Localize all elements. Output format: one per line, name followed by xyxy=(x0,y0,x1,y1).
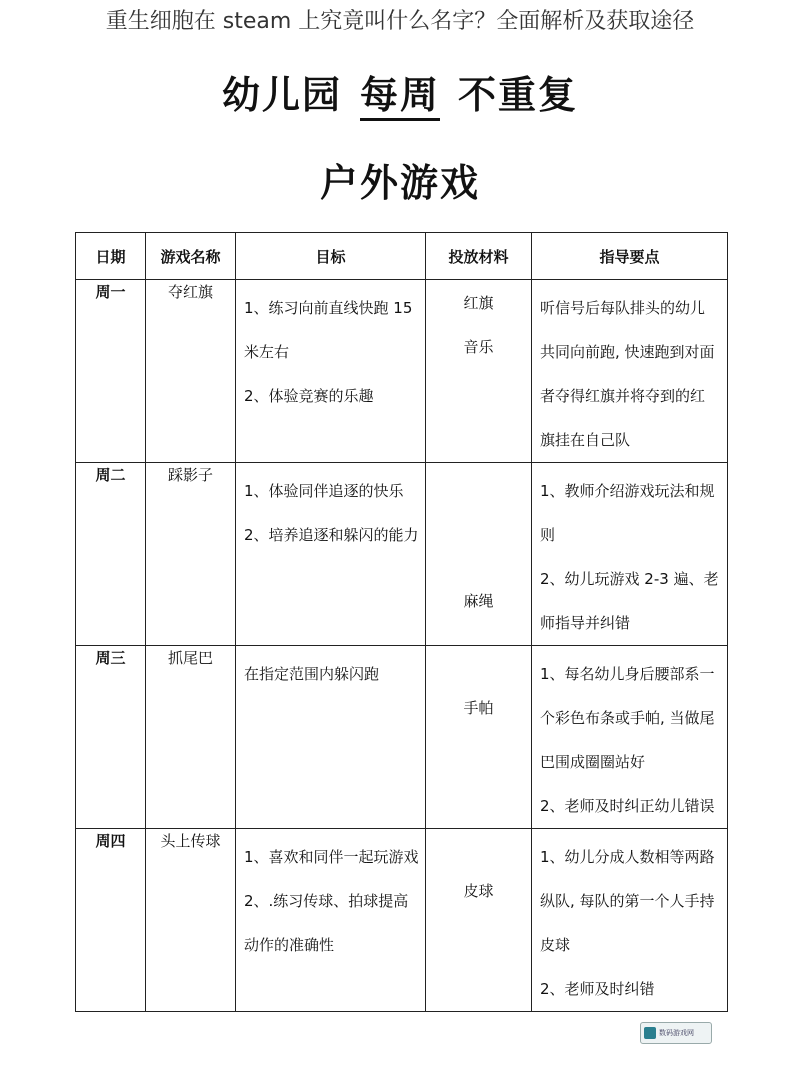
goal-cell xyxy=(236,463,426,646)
guidance-line: 共同向前跑, 快速跑到对面 xyxy=(540,343,715,361)
logo-icon xyxy=(644,1027,656,1039)
header-date: 日期 xyxy=(76,233,146,280)
goal-line: 动作的准确性 xyxy=(244,936,335,954)
goal-line: 在指定范围内躲闪跑 xyxy=(244,665,380,683)
material-line: 红旗 xyxy=(463,294,494,312)
material-line: 音乐 xyxy=(463,338,494,356)
table-row xyxy=(76,280,728,463)
goal-line: 1、体验同伴追逐的快乐 xyxy=(244,482,404,500)
goal-line: 2、培养追逐和躲闪的能力 xyxy=(244,526,419,544)
goal-cell xyxy=(236,829,426,1012)
header-goal: 目标 xyxy=(236,233,426,280)
table-row xyxy=(76,646,728,829)
site-watermark xyxy=(640,1022,712,1044)
goal-line: 2、.练习传球、拍球提高 xyxy=(244,892,409,910)
guidance-line: 2、老师及时纠正幼儿错误 xyxy=(540,797,715,815)
day-cell: 周三 xyxy=(76,646,146,829)
day-cell: 周四 xyxy=(76,829,146,1012)
goal-line: 1、喜欢和同伴一起玩游戏 xyxy=(244,848,419,866)
material-cell xyxy=(426,829,532,1012)
guidance-line: 皮球 xyxy=(540,936,571,954)
header-guidance: 指导要点 xyxy=(532,233,728,280)
page-caption: 重生细胞在 steam 上究竟叫什么名字？全面解析及获取途径 xyxy=(105,9,695,34)
activity-table xyxy=(75,232,728,1012)
guidance-line: 2、幼儿玩游戏 2-3 遍、老 xyxy=(540,570,719,588)
watermark-text: 数码游戏网 xyxy=(659,1029,694,1037)
table-header-row xyxy=(76,233,728,280)
guidance-line: 1、教师介绍游戏玩法和规 xyxy=(540,482,715,500)
guidance-line: 者夺得红旗并将夺到的红 xyxy=(540,387,706,405)
day-cell: 周二 xyxy=(76,463,146,646)
game-cell: 头上传球 xyxy=(146,829,236,1012)
page-subtitle: 户外游戏 xyxy=(319,161,480,205)
material-line: 皮球 xyxy=(463,882,494,900)
day-cell: 周一 xyxy=(76,280,146,463)
guidance-line: 1、每名幼儿身后腰部系一 xyxy=(540,665,715,683)
guidance-line: 纵队, 每队的第一个人手持 xyxy=(540,892,715,910)
goal-line: 2、体验竞赛的乐趣 xyxy=(244,387,374,405)
guidance-line: 听信号后每队排头的幼儿 xyxy=(540,299,706,317)
material-cell xyxy=(426,463,532,646)
material-cell xyxy=(426,280,532,463)
page-title xyxy=(0,64,800,121)
game-cell: 夺红旗 xyxy=(146,280,236,463)
table-row xyxy=(76,463,728,646)
guidance-line: 巴围成圈圈站好 xyxy=(540,753,646,771)
title-part-kindergarten: 幼儿园 xyxy=(221,73,342,117)
guidance-cell xyxy=(532,829,728,1012)
header-game-name: 游戏名称 xyxy=(146,233,236,280)
goal-line: 米左右 xyxy=(244,343,290,361)
guidance-cell xyxy=(532,280,728,463)
goal-cell xyxy=(236,646,426,829)
guidance-line: 旗挂在自己队 xyxy=(540,431,631,449)
goal-line: 1、练习向前直线快跑 15 xyxy=(244,299,413,317)
guidance-line: 个彩色布条或手帕, 当做尾 xyxy=(540,709,715,727)
material-cell xyxy=(426,646,532,829)
goal-cell xyxy=(236,280,426,463)
material-line: 麻绳 xyxy=(463,592,494,610)
title-part-no-repeat: 不重复 xyxy=(458,73,579,117)
header-material: 投放材料 xyxy=(426,233,532,280)
guidance-line: 则 xyxy=(540,526,556,544)
guidance-cell xyxy=(532,646,728,829)
guidance-line: 2、老师及时纠错 xyxy=(540,980,655,998)
guidance-line: 师指导并纠错 xyxy=(540,614,631,632)
title-part-weekly: 每周 xyxy=(360,72,440,121)
game-cell: 抓尾巴 xyxy=(146,646,236,829)
guidance-cell xyxy=(532,463,728,646)
guidance-line: 1、幼儿分成人数相等两路 xyxy=(540,848,715,866)
game-cell: 踩影子 xyxy=(146,463,236,646)
table-row xyxy=(76,829,728,1012)
material-line: 手帕 xyxy=(463,699,494,717)
